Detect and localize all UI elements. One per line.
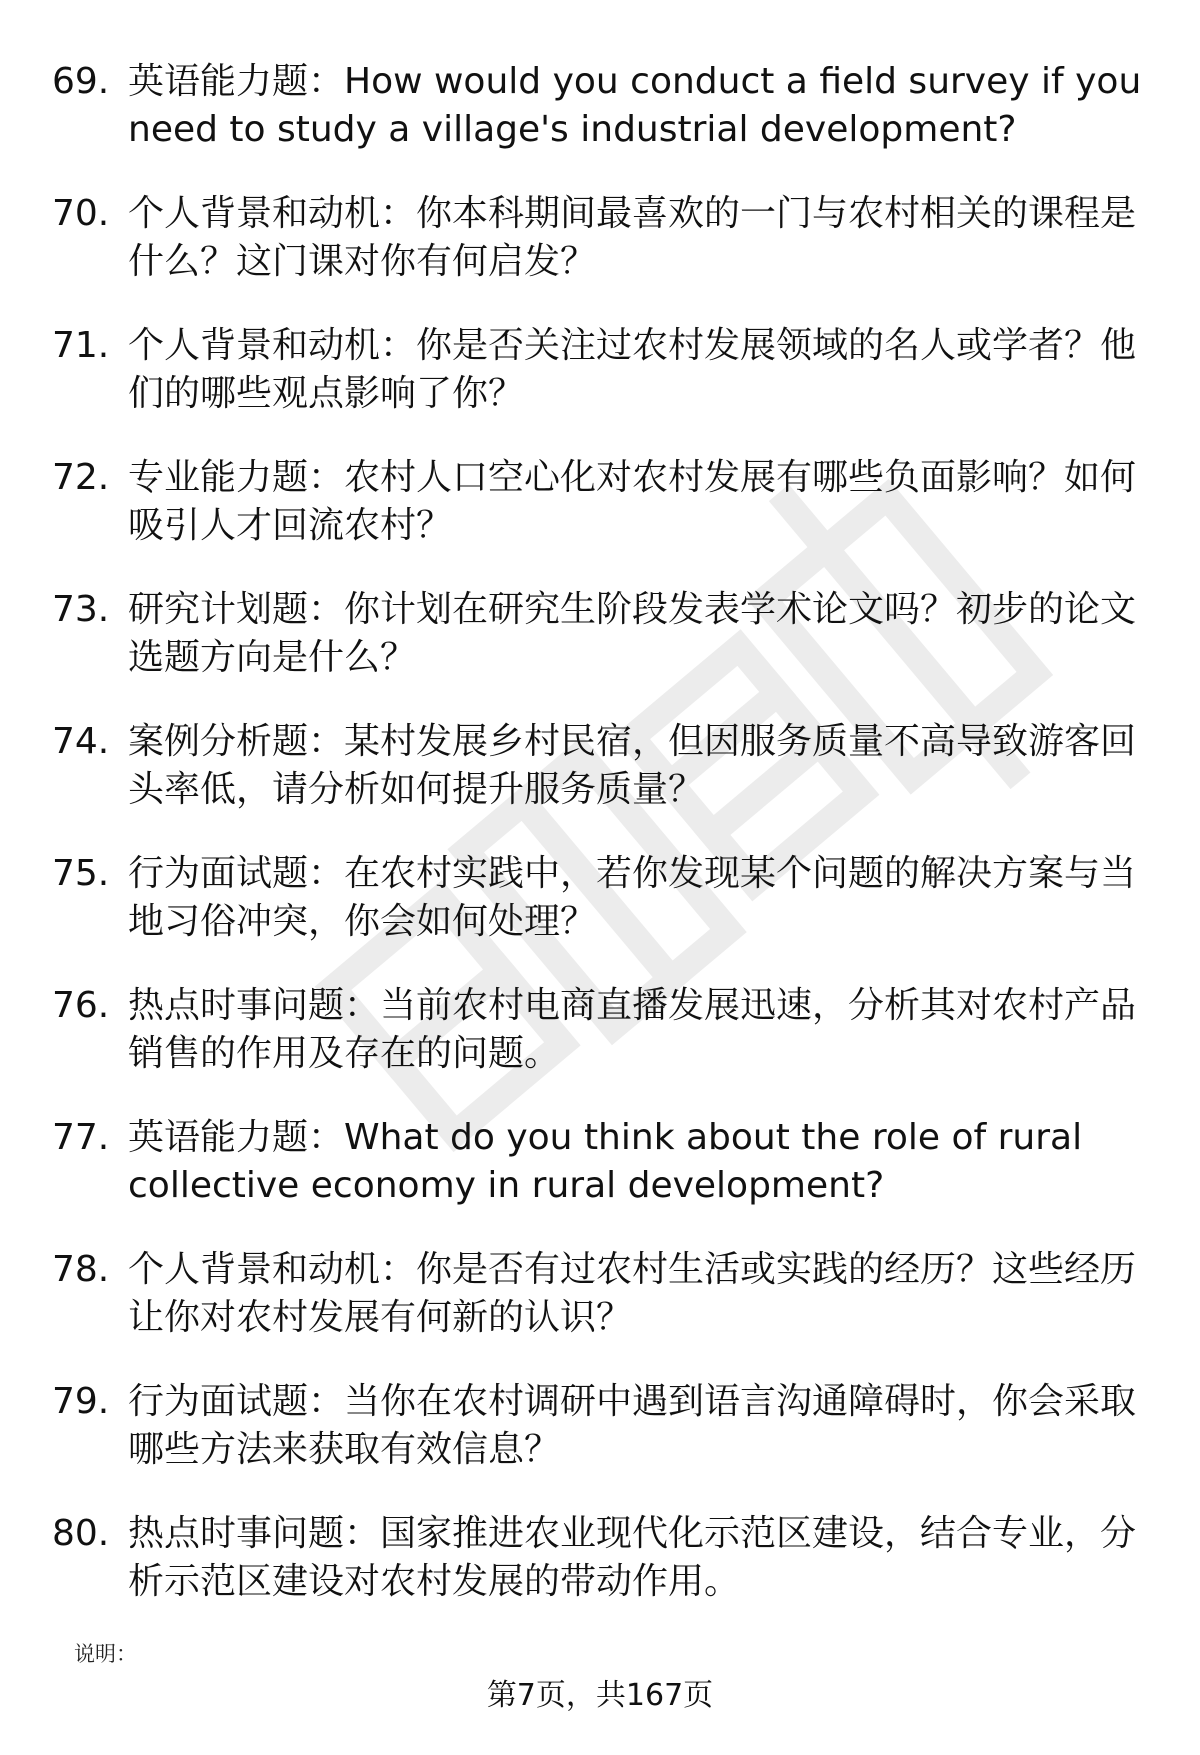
question-item <box>0 454 1200 586</box>
question-item <box>0 190 1200 322</box>
note-label: 说明： <box>74 1642 137 1666</box>
question-number: 75. <box>52 853 110 894</box>
question-item <box>0 1510 1200 1642</box>
question-list <box>0 58 1200 1642</box>
question-number: 70. <box>52 193 110 234</box>
question-text: 研究计划题：你计划在研究生阶段发表学术论文吗？初步的论文选题方向是什么？ <box>128 589 1137 678</box>
question-number: 76. <box>52 985 110 1026</box>
question-text: 个人背景和动机：你本科期间最喜欢的一门与农村相关的课程是什么？这门课对你有何启发？ <box>128 193 1137 282</box>
question-number: 78. <box>52 1249 110 1290</box>
question-text: 案例分析题：某村发展乡村民宿，但因服务质量不高导致游客回头率低，请分析如何提升服务质量？ <box>128 721 1137 810</box>
question-item <box>0 1114 1200 1246</box>
question-number: 74. <box>52 721 110 762</box>
question-text: 热点时事问题：国家推进农业现代化示范区建设，结合专业，分析示范区建设对农村发展的带动作用。 <box>128 1513 1137 1602</box>
question-item <box>0 586 1200 718</box>
question-item <box>0 850 1200 982</box>
question-item <box>0 1378 1200 1510</box>
page-footer: 第7页，共167页 <box>486 1678 714 1713</box>
question-text: 热点时事问题：当前农村电商直播发展迅速，分析其对农村产品销售的作用及存在的问题。 <box>128 985 1137 1074</box>
question-number: 73. <box>52 589 110 630</box>
question-item <box>0 322 1200 454</box>
question-item <box>0 982 1200 1114</box>
question-text: 英语能力题：How would you conduct a field survey if you need to study a village's industrial development? <box>128 61 1142 150</box>
question-item <box>0 58 1200 190</box>
question-number: 71. <box>52 325 110 366</box>
question-text: 专业能力题：农村人口空心化对农村发展有哪些负面影响？如何吸引人才回流农村？ <box>128 457 1137 546</box>
question-number: 72. <box>52 457 110 498</box>
question-text: 个人背景和动机：你是否有过农村生活或实践的经历？这些经历让你对农村发展有何新的认识？ <box>128 1249 1137 1338</box>
question-number: 80. <box>52 1513 110 1554</box>
question-text: 英语能力题：What do you think about the role of rural collective economy in rural development? <box>128 1117 1083 1206</box>
question-number: 69. <box>52 61 110 102</box>
question-number: 79. <box>52 1381 110 1422</box>
question-item <box>0 1246 1200 1378</box>
question-text: 行为面试题：在农村实践中，若你发现某个问题的解决方案与当地习俗冲突，你会如何处理？ <box>128 853 1137 942</box>
question-text: 个人背景和动机：你是否关注过农村发展领域的名人或学者？他们的哪些观点影响了你？ <box>128 325 1137 414</box>
question-number: 77. <box>52 1117 110 1158</box>
question-text: 行为面试题：当你在农村调研中遇到语言沟通障碍时，你会采取哪些方法来获取有效信息？ <box>128 1381 1137 1470</box>
question-item <box>0 718 1200 850</box>
